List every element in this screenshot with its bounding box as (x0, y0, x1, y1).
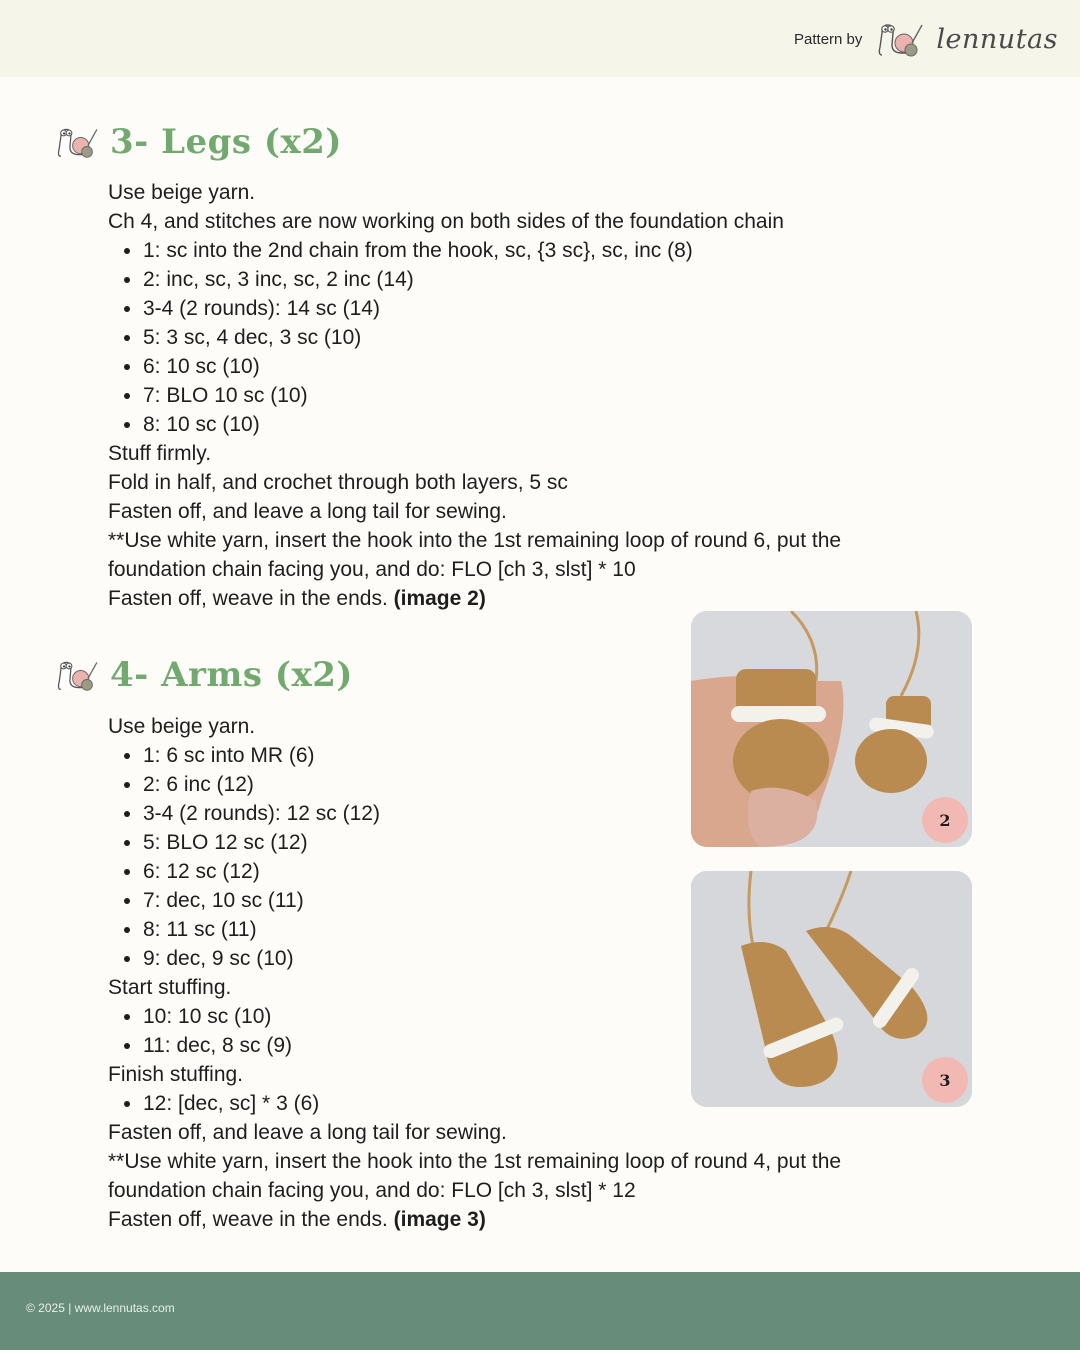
section-title-legs (52, 122, 342, 162)
section-title-arms (52, 655, 353, 695)
round-item: • 12: [dec, sc] * 3 (6) (143, 1089, 928, 1118)
footer-copyright: © 2025 | www.lennutas.com (26, 1301, 175, 1315)
round-item: • 10: 10 sc (10) (143, 1002, 928, 1031)
photo-legs (691, 611, 972, 847)
round-item: • 9: dec, 9 sc (10) (143, 944, 928, 973)
section-heading: 4- Arms (x2) (110, 655, 353, 695)
round-item: • 1: sc into the 2nd chain from the hook, sc, {3 sc}, sc, inc (8) (143, 236, 928, 265)
image-badge: 3 (922, 1057, 968, 1103)
instruction-line: Use beige yarn. (108, 181, 256, 204)
instruction-line: Fasten off, and leave a long tail for sewing. (108, 1121, 507, 1144)
instruction-line: Use beige yarn. (108, 715, 256, 738)
instruction-line: **Use white yarn, insert the hook into the 1st remaining loop of round 6, put the foundation chain facing you, and do: FLO [ch 3, slst] * 10 (108, 529, 842, 581)
round-item: • 2: 6 inc (12) (143, 770, 928, 799)
round-item: • 3-4 (2 rounds): 14 sc (14) (143, 294, 928, 323)
instruction-line: Stuff firmly. (108, 442, 212, 465)
instruction-line (108, 584, 928, 613)
section-heading: 3- Legs (x2) (110, 122, 342, 162)
instruction-text: Fasten off, weave in the ends. (108, 587, 394, 610)
round-item: • 6: 10 sc (10) (143, 352, 928, 381)
image-badge: 2 (922, 797, 968, 843)
page-header (0, 0, 1080, 77)
brand-logo[interactable] (794, 14, 1058, 64)
snail-yarn-icon (52, 657, 104, 693)
photo-arms (691, 871, 972, 1107)
round-item: • 5: BLO 12 sc (12) (143, 828, 928, 857)
snail-yarn-icon (52, 124, 104, 160)
image-reference: (image 3) (393, 1208, 486, 1231)
instruction-line (108, 1205, 928, 1234)
round-item: • 2: inc, sc, 3 inc, sc, 2 inc (14) (143, 265, 928, 294)
brand-name: lennutas (936, 23, 1058, 55)
round-item: • 7: dec, 10 sc (11) (143, 886, 928, 915)
image-reference: (image 2) (393, 587, 486, 610)
round-item: • 11: dec, 8 sc (9) (143, 1031, 928, 1060)
instruction-line: Fold in half, and crochet through both layers, 5 sc (108, 471, 568, 494)
instruction-line: Start stuffing. (108, 976, 232, 999)
round-item: • 1: 6 sc into MR (6) (143, 741, 928, 770)
snail-yarn-icon (874, 19, 928, 59)
instruction-line: Fasten off, and leave a long tail for sewing. (108, 500, 507, 523)
round-item: • 6: 12 sc (12) (143, 857, 928, 886)
instruction-line: Finish stuffing. (108, 1063, 244, 1086)
instruction-line: Ch 4, and stitches are now working on both sides of the foundation chain (108, 210, 784, 233)
round-item: • 3-4 (2 rounds): 12 sc (12) (143, 799, 928, 828)
round-list (108, 236, 928, 439)
round-item: • 8: 10 sc (10) (143, 410, 928, 439)
instruction-text: Fasten off, weave in the ends. (108, 1208, 394, 1231)
instruction-line: **Use white yarn, insert the hook into the 1st remaining loop of round 4, put the foundation chain facing you, and do: FLO [ch 3, slst] * 12 (108, 1150, 842, 1202)
round-item: • 8: 11 sc (11) (143, 915, 928, 944)
round-item: • 7: BLO 10 sc (10) (143, 381, 928, 410)
legs-instructions (108, 178, 928, 613)
round-item: • 5: 3 sc, 4 dec, 3 sc (10) (143, 323, 928, 352)
brand-prefix: Pattern by (794, 30, 863, 48)
page-footer (0, 1272, 1080, 1350)
